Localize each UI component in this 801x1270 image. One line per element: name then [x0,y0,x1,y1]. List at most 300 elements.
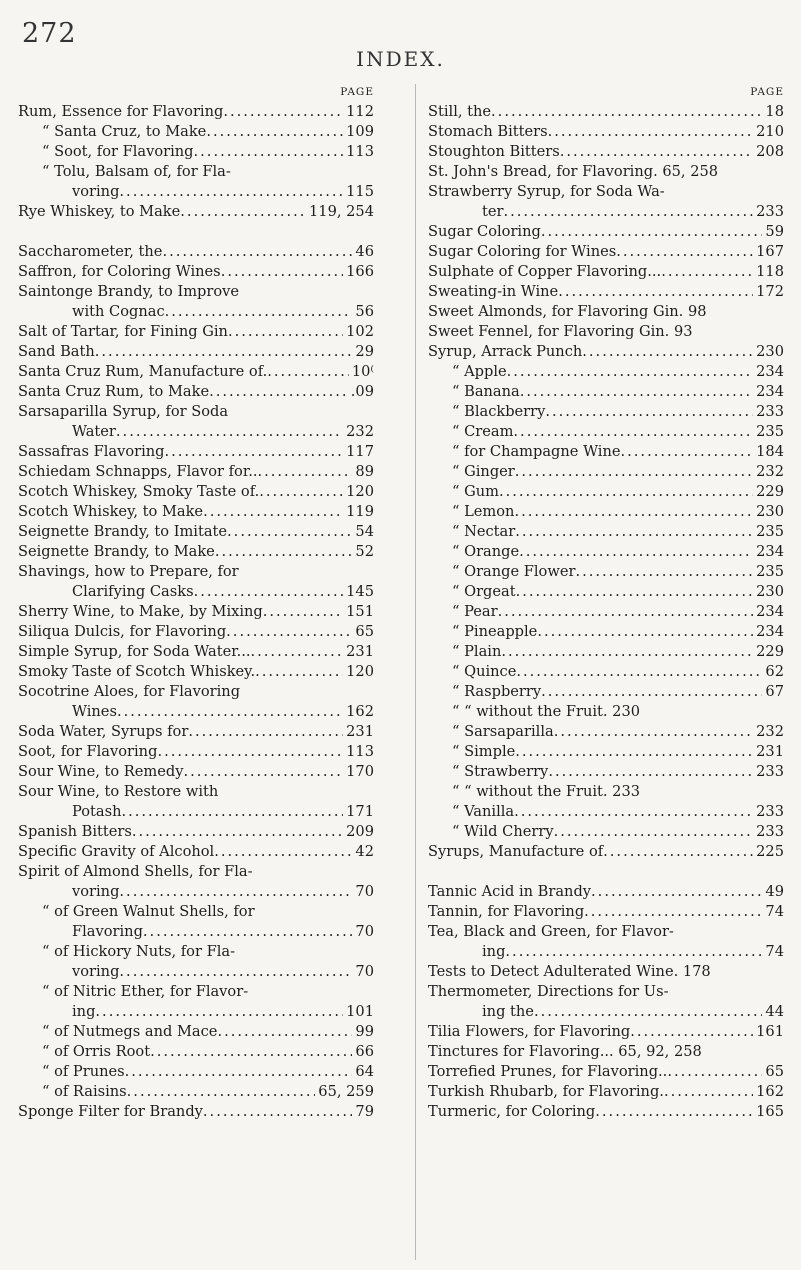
index-entry [18,962,374,982]
entry-text: Clarifying Casks [72,583,194,600]
page-reference: 112 [346,103,374,120]
index-entry [18,1042,374,1062]
index-entry [428,462,784,482]
page-reference: 118 [756,263,784,280]
dot-leader [661,262,753,282]
dot-leader [520,382,753,402]
column-divider [415,84,416,1260]
entry-text: Stoughton Bitters [428,143,560,160]
index-entry [18,582,374,602]
dot-leader [575,562,753,582]
index-entry-line: Shavings, how to Prepare, for [18,563,239,580]
dot-leader [223,102,343,122]
page-reference: 232 [756,723,784,740]
index-entry-line: Sweet Almonds, for Flavoring Gin. 98 [428,303,707,320]
page-reference: 231 [756,743,784,760]
index-entry-line: Sarsaparilla Syrup, for Soda [18,403,229,420]
dot-leader [206,122,343,142]
dot-leader [554,722,753,742]
index-entry [428,822,784,842]
column-head-page: PAGE [340,86,374,98]
index-entry-line: “ of Hickory Nuts, for Fla- [42,943,236,960]
page-reference: 234 [756,383,784,400]
index-entry [18,762,374,782]
index-entry [18,322,374,342]
index-entry [428,802,784,822]
index-entry [428,1082,784,1102]
index-entry [428,282,784,302]
entry-text: Santa Cruz Rum, Manufacture of. [18,363,268,380]
page-reference: 65 [355,623,374,640]
dot-leader [515,522,753,542]
page-reference: 70 [355,883,374,900]
index-entry [428,122,784,142]
page-reference: 184 [756,443,784,460]
index-entry [428,582,784,602]
page-reference: 208 [756,143,784,160]
page-reference: 234 [756,543,784,560]
page-number: 272 [22,18,77,49]
dot-leader [554,822,754,842]
page-reference: 231 [346,723,374,740]
page-reference: 65 [765,1063,784,1080]
entry-text: Torrefied Prunes, for Flavoring.. [428,1063,668,1080]
entry-text: Sand Bath [18,343,95,360]
index-entry [18,1002,374,1022]
entry-text: Tannic Acid in Brandy [428,883,592,900]
index-entry [428,202,784,222]
dot-leader [203,1102,353,1122]
entry-text: Sugar Coloring for Wines [428,243,617,260]
entry-text: “ Gum [452,483,499,500]
index-entry [18,182,374,202]
page-reference: 233 [756,823,784,840]
entry-text: “ Cream [452,423,514,440]
dot-leader [267,362,349,382]
dot-leader [217,1022,352,1042]
index-entry [18,422,374,442]
index-entry [18,1102,374,1122]
page-reference: 230 [756,503,784,520]
entry-text: Scotch Whiskey, to Make [18,503,204,520]
page-reference: 225 [756,843,784,860]
index-entry [18,522,374,542]
entry-text: Spanish Bitters [18,823,132,840]
entry-text: Rye Whiskey, to Make [18,203,181,220]
dot-leader [209,382,348,402]
dot-leader [491,102,762,122]
dot-leader [215,542,353,562]
page-reference: 235 [756,563,784,580]
dot-leader [117,702,343,722]
dot-leader [664,1082,753,1102]
index-entry-line: Sweet Fennel, for Flavoring Gin. 93 [428,323,693,340]
page-reference: 74 [765,943,784,960]
page-reference: 233 [756,763,784,780]
entry-text: “ Orange [452,543,520,560]
dot-leader [258,462,353,482]
entry-text: Scotch Whiskey, Smoky Taste of. [18,483,260,500]
dot-leader [498,602,754,622]
index-entry [428,1022,784,1042]
dot-leader [507,362,754,382]
entry-text: with Cognac [72,303,165,320]
dot-leader [630,1022,753,1042]
dot-leader [95,342,353,362]
page-reference: 59 [765,223,784,240]
index-entry [428,902,784,922]
index-entry [428,402,784,422]
entry-text: “ Wild Cherry [452,823,554,840]
index-entry [18,662,374,682]
page-reference: 230 [756,343,784,360]
entry-text: Smoky Taste of Scotch Whiskey. [18,663,256,680]
entry-text: ing [72,1003,96,1020]
page-reference: 113 [346,143,374,160]
index-entry-line: Tests to Detect Adulterated Wine. 178 [428,963,711,980]
index-entry [428,382,784,402]
page-reference: 64 [355,1063,374,1080]
page-reference: 234 [756,603,784,620]
entry-text: Tilia Flowers, for Flavoring [428,1023,631,1040]
page-reference: 229 [756,643,784,660]
index-entry-line: St. John's Bread, for Flavoring. 65, 258 [428,163,719,180]
entry-text: Water [72,423,116,440]
index-entry [428,622,784,642]
dot-leader [515,742,753,762]
dot-leader [582,342,753,362]
dot-leader [226,622,352,642]
dot-leader [165,302,353,322]
index-entry [428,1102,784,1122]
index-entry-line: Saintonge Brandy, to Improve [18,283,240,300]
index-entry [18,102,374,122]
index-entry [18,242,374,262]
index-entry [18,882,374,902]
index-entry [428,942,784,962]
dot-leader [515,462,753,482]
page-reference: 233 [756,203,784,220]
index-entry [428,1002,784,1022]
dot-leader [263,602,343,622]
dot-leader [116,422,343,442]
index-entry [18,482,374,502]
index-entry-line: “ Tolu, Balsam of, for Fla- [42,163,231,180]
page-reference: 10⁽ [351,363,374,380]
page-reference: 70 [355,923,374,940]
page-reference: 117 [346,443,374,460]
page-reference: 115 [346,183,374,200]
entry-text: “ Blackberry [452,403,546,420]
entry-text: voring [72,883,120,900]
dot-leader [501,642,753,662]
index-entry [428,222,784,242]
index-entry-line: Socotrine Aloes, for Flavoring [18,683,241,700]
entry-text: Simple Syrup, for Soda Water... [18,643,251,660]
index-entry [428,602,784,622]
dot-leader [194,142,344,162]
page-reference: 46 [355,243,374,260]
dot-leader [537,622,753,642]
page-reference: 229 [756,483,784,500]
index-entries-right [428,102,784,1122]
index-entry [18,1062,374,1082]
dot-leader [194,582,344,602]
entry-text: “ of Nutmegs and Mace [42,1023,218,1040]
dot-leader [514,802,753,822]
page-reference: .09 [350,383,374,400]
index-entry [18,142,374,162]
dot-leader [255,662,343,682]
index-entry [428,742,784,762]
page-reference: 232 [346,423,374,440]
dot-leader [548,762,753,782]
index-entry-line: Strawberry Syrup, for Soda Wa- [428,183,665,200]
index-entry [18,742,374,762]
index-entry [18,362,374,382]
page-reference: 151 [346,603,374,620]
dot-leader [227,522,352,542]
dot-leader [560,142,753,162]
dot-leader [667,1062,762,1082]
page-reference: 62 [765,663,784,680]
entry-text: “ Santa Cruz, to Make [42,123,207,140]
index-entry [18,702,374,722]
page-reference: 210 [756,123,784,140]
entry-text: Saccharometer, the [18,243,163,260]
section-gap [428,862,784,882]
dot-leader [184,762,344,782]
entry-text: “ of Prunes [42,1063,125,1080]
page-reference: 42 [355,843,374,860]
dot-leader [503,202,753,222]
index-entry-line: “ “ without the Fruit. 233 [452,783,641,800]
page-reference: 74 [765,903,784,920]
dot-leader [545,402,753,422]
page-reference: 231 [346,643,374,660]
dot-leader [119,182,343,202]
entry-text: “ of Raisins [42,1083,127,1100]
dot-leader [180,202,306,222]
index-column-right [428,82,784,1122]
entry-text: Saffron, for Coloring Wines [18,263,221,280]
dot-leader [162,242,352,262]
index-entry-line: “ of Nitric Ether, for Flavor- [42,983,249,1000]
entry-text: Sponge Filter for Brandy [18,1103,203,1120]
page-reference: 89 [355,463,374,480]
index-entry [428,362,784,382]
index-entry [428,642,784,662]
page-reference: 232 [756,463,784,480]
page-reference: 235 [756,423,784,440]
dot-leader [125,1062,353,1082]
dot-leader [616,242,753,262]
dot-leader [119,962,352,982]
index-entry [18,642,374,662]
dot-leader [188,722,343,742]
index-entry [428,442,784,462]
entry-text: “ Lemon [452,503,515,520]
entry-text: Turkish Rhubarb, for Flavoring. [428,1083,664,1100]
dot-leader [157,742,343,762]
index-entry [428,502,784,522]
entry-text: “ for Champagne Wine [452,443,621,460]
entry-text: “ Simple [452,743,516,760]
entry-text: voring [72,183,120,200]
index-entry [18,602,374,622]
entry-text: “ Apple [452,363,507,380]
entry-text: “ Ginger [452,463,515,480]
dot-leader [214,842,352,862]
index-entry [428,542,784,562]
entry-text: Sour Wine, to Remedy [18,763,184,780]
entry-text: Wines [72,703,117,720]
index-entry [428,262,784,282]
dot-leader [221,262,343,282]
entry-text: “ Orgeat [452,583,516,600]
index-entry [18,462,374,482]
page-reference: 101 [346,1003,374,1020]
entry-text: “ Nectar [452,523,516,540]
index-entry [18,442,374,462]
entry-text: “ Vanilla [452,803,515,820]
entry-text: “ Strawberry [452,763,549,780]
column-head-page: PAGE [750,86,784,98]
index-entry [18,722,374,742]
dot-leader [132,822,343,842]
page-reference: 209 [346,823,374,840]
page-reference: 67 [765,683,784,700]
page-reference: 162 [346,703,374,720]
index-entry [18,382,374,402]
index-entry-line: “ “ without the Fruit. 230 [452,703,641,720]
index-entry [428,242,784,262]
index-entry [428,142,784,162]
index-entry [428,102,784,122]
dot-leader [505,942,762,962]
index-entry [18,922,374,942]
dot-leader [150,1042,352,1062]
page-reference: 171 [346,803,374,820]
index-entry-line: Tinctures for Flavoring... 65, 92, 258 [428,1043,702,1060]
entry-text: Sherry Wine, to Make, by Mixing [18,603,263,620]
entry-text: Sulphate of Copper Flavoring... [428,263,662,280]
index-entry-line: Thermometer, Directions for Us- [428,983,669,1000]
page-reference: 70 [355,963,374,980]
entry-text: “ Soot, for Flavoring [42,143,194,160]
entry-text: Syrup, Arrack Punch [428,343,583,360]
entry-text: Salt of Tartar, for Fining Gin [18,323,228,340]
dot-leader [591,882,762,902]
index-entry [18,822,374,842]
entry-text: Still, the [428,103,492,120]
dot-leader [584,902,762,922]
entry-text: Rum, Essence for Flavoring [18,103,224,120]
entry-text: Tannin, for Flavoring [428,903,585,920]
page-reference: 145 [346,583,374,600]
page-reference: 119, 254 [309,203,374,220]
index-entry [428,722,784,742]
page-reference: 162 [756,1083,784,1100]
index-entry [18,302,374,322]
index-entry [18,502,374,522]
entry-text: Syrups, Manufacture of [428,843,604,860]
entry-text: “ Quince [452,663,517,680]
dot-leader [514,502,753,522]
entry-text: “ of Orris Root [42,1043,151,1060]
dot-leader [165,442,344,462]
index-entry [18,622,374,642]
page-reference: 167 [756,243,784,260]
page-reference: 166 [346,263,374,280]
index-entry [18,1022,374,1042]
index-entry [18,202,374,222]
dot-leader [621,442,754,462]
page-reference: 44 [765,1003,784,1020]
page-reference: 66 [355,1043,374,1060]
dot-leader [603,842,753,862]
dot-leader [595,1102,753,1122]
dot-leader [513,422,753,442]
dot-leader [534,1002,762,1022]
index-entry [18,802,374,822]
index-entry [18,1082,374,1102]
page-reference: 56 [355,303,374,320]
page-reference: 113 [346,743,374,760]
page-reference: 49 [765,883,784,900]
index-entry [18,842,374,862]
dot-leader [251,642,344,662]
page-reference: 52 [355,543,374,560]
dot-leader [121,802,343,822]
entry-text: Sugar Coloring [428,223,541,240]
index-entry [428,762,784,782]
index-entry-line: Spirit of Almond Shells, for Fla- [18,863,253,880]
page-reference: 235 [756,523,784,540]
dot-leader [516,662,762,682]
page-reference: 18 [765,103,784,120]
index-entry [18,342,374,362]
index-entry [428,662,784,682]
index-entry [428,522,784,542]
entry-text: Sweating-in Wine [428,283,559,300]
page-reference: 65, 259 [318,1083,374,1100]
entry-text: “ Sarsaparilla [452,723,554,740]
entry-text: Santa Cruz Rum, to Make [18,383,210,400]
page-reference: 234 [756,623,784,640]
entry-text: Sassafras Flavoring [18,443,165,460]
entry-text: Siliqua Dulcis, for Flavoring [18,623,227,640]
entry-text: Seignette Brandy, to Imitate [18,523,228,540]
entry-text: ing [482,943,506,960]
page-reference: 234 [756,363,784,380]
index-entry [18,122,374,142]
entry-text: “ Raspberry [452,683,542,700]
dot-leader [95,1002,343,1022]
dot-leader [548,122,754,142]
page-reference: 119 [346,503,374,520]
index-entries-left [18,102,374,1122]
index-entry [428,842,784,862]
section-gap [18,222,374,242]
entry-text: ter [482,203,504,220]
entry-text: “ Pineapple [452,623,538,640]
index-entry [428,482,784,502]
entry-text: Turmeric, for Coloring [428,1103,596,1120]
index-entry [18,542,374,562]
index-entry-line: “ of Green Walnut Shells, for [42,903,255,920]
index-entry [428,882,784,902]
